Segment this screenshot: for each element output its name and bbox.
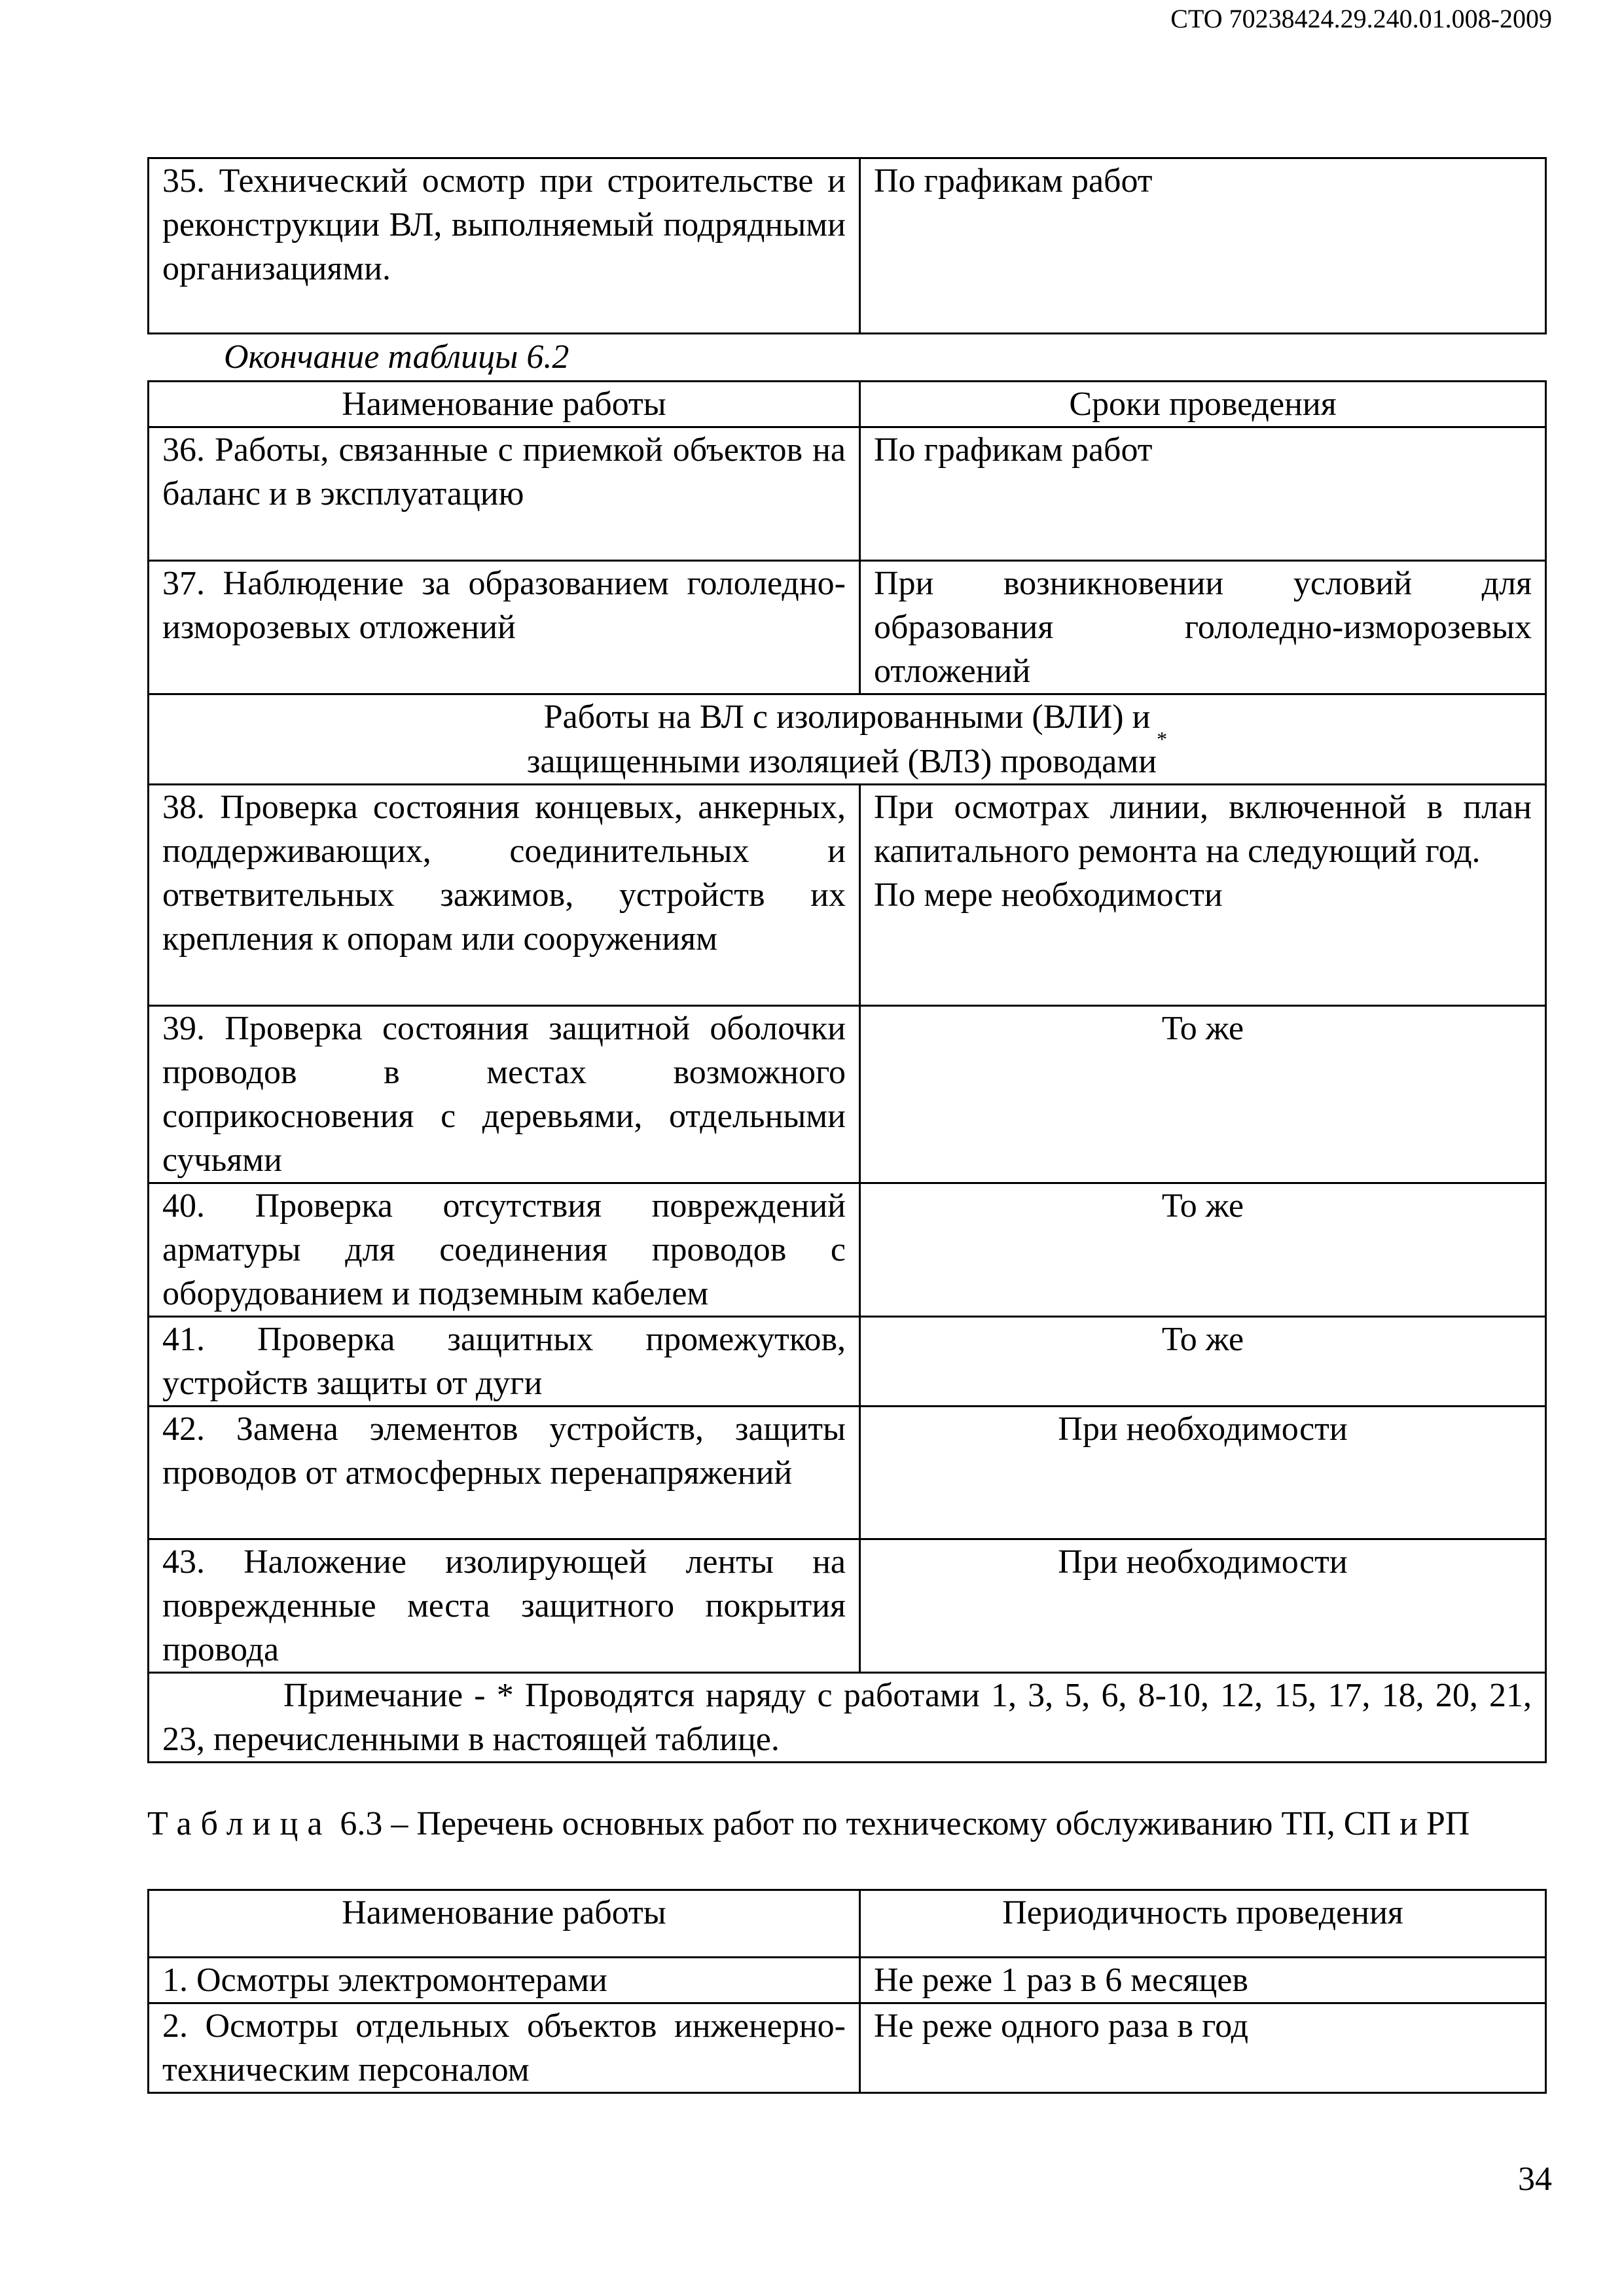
term-cell: При необходимости	[860, 1539, 1546, 1673]
table-header-row	[149, 382, 1546, 427]
footnote-mark: *	[1157, 727, 1168, 751]
work-cell: 37. Наблюдение за образованием гололедно-изморозевых отложений	[149, 561, 860, 694]
table-continuation-caption: Окончание таблицы 6.2	[224, 338, 569, 376]
column-header-term: Сроки проведения	[860, 382, 1546, 427]
column-header-term: Периодичность проведения	[860, 1890, 1546, 1958]
term-cell: То же	[860, 1183, 1546, 1317]
term-cell: При возникновении условий для образования гололедно-изморозевых отложений	[860, 561, 1546, 694]
term-line: При осмотрах линии, включенной в план капитального ремонта на следующий год.	[874, 789, 1532, 870]
term-line: По мере необходимости	[874, 876, 1223, 914]
column-header-work: Наименование работы	[149, 382, 860, 427]
column-header-work: Наименование работы	[149, 1890, 860, 1958]
table-6-2	[147, 380, 1547, 1763]
section-heading-line1: Работы на ВЛ с изолированными (ВЛИ) и	[543, 698, 1151, 736]
document-code: СТО 70238424.29.240.01.008-2009	[1170, 4, 1552, 33]
table-row	[149, 1958, 1546, 2003]
table-row	[149, 1407, 1546, 1539]
table-row	[149, 1183, 1546, 1317]
table-6-3-caption	[147, 1802, 1545, 1846]
table-row	[149, 158, 1546, 334]
table-note: Примечание - * Проводятся наряду с работами 1, 3, 5, 6, 8-10, 12, 15, 17, 18, 20, 21, 23, перечисленными в настоящей таблице.	[149, 1673, 1546, 1763]
work-cell: 42. Замена элементов устройств, защиты проводов от атмосферных перенапряжений	[149, 1407, 860, 1539]
term-cell: По графикам работ	[860, 158, 1546, 334]
term-cell: То же	[860, 1317, 1546, 1407]
page-number: 34	[1518, 2161, 1552, 2198]
term-cell: Не реже 1 раз в 6 месяцев	[860, 1958, 1546, 2003]
work-cell: 36. Работы, связанные с приемкой объектов на баланс и в эксплуатацию	[149, 427, 860, 561]
term-cell: То же	[860, 1006, 1546, 1183]
table-row	[149, 1006, 1546, 1183]
work-cell: 43. Наложение изолирующей ленты на поврежденные места защитного покрытия провода	[149, 1539, 860, 1673]
table-row	[149, 785, 1546, 1006]
caption-text: 6.3 – Перечень основных работ по техническому обслуживанию ТП, СП и РП	[340, 1805, 1470, 1842]
note-row	[149, 1673, 1546, 1763]
work-cell: 35. Технический осмотр при строительстве и реконструкции ВЛ, выполняемый подрядными организациями.	[149, 158, 860, 334]
work-cell: 41. Проверка защитных промежутков, устройств защиты от дуги	[149, 1317, 860, 1407]
work-cell: 38. Проверка состояния концевых, анкерных, поддерживающих, соединительных и ответвительных зажимов, устройств их крепления к опорам или сооружениям	[149, 785, 860, 1006]
table-row	[149, 1539, 1546, 1673]
table-row	[149, 2003, 1546, 2093]
section-heading-line2: защищенными изоляцией (ВЛЗ) проводами	[526, 743, 1157, 780]
term-cell	[860, 785, 1546, 1006]
caption-label: Таблица	[147, 1805, 332, 1842]
table-6-3	[147, 1889, 1547, 2094]
term-cell: При необходимости	[860, 1407, 1546, 1539]
work-cell: 1. Осмотры электромонтерами	[149, 1958, 860, 2003]
work-cell: 39. Проверка состояния защитной оболочки проводов в местах возможного соприкосновения с деревьями, отдельными сучьями	[149, 1006, 860, 1183]
table-row	[149, 561, 1546, 694]
work-cell: 2. Осмотры отдельных объектов инженерно-техническим персоналом	[149, 2003, 860, 2093]
table-header-row	[149, 1890, 1546, 1958]
section-row	[149, 694, 1546, 785]
table-6-2-top	[147, 157, 1547, 334]
term-cell: По графикам работ	[860, 427, 1546, 561]
work-cell: 40. Проверка отсутствия повреждений арматуры для соединения проводов с оборудованием и подземным кабелем	[149, 1183, 860, 1317]
table-row	[149, 427, 1546, 561]
table-row	[149, 1317, 1546, 1407]
section-heading	[149, 694, 1546, 785]
term-cell: Не реже одного раза в год	[860, 2003, 1546, 2093]
